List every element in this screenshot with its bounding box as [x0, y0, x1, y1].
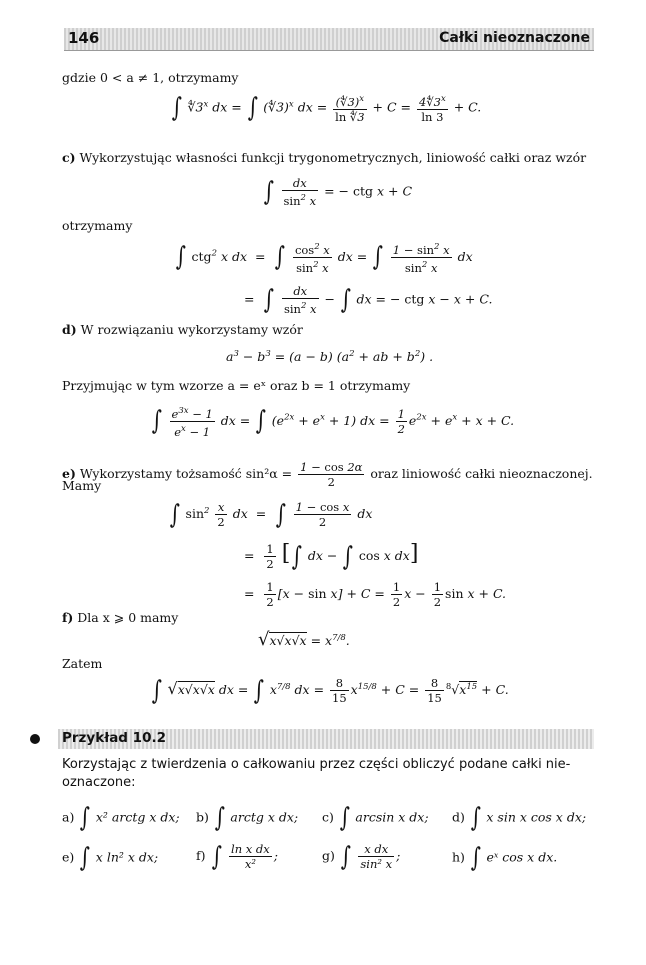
text-e-2: oraz liniowość całki nieoznaczonej. [370, 466, 593, 481]
label-f: f) [62, 610, 74, 625]
paragraph-d-substitution: Przyjmując w tym wzorze a = eˣ oraz b = 1 otrzymamy [62, 378, 411, 393]
equation-cube-difference: $a^3 - b^3 = (a - b) (a^2$ + ab + $b^2$) . [226, 349, 434, 365]
paragraph-otrzymamy: otrzymamy [62, 218, 133, 233]
text-d: W rozwiązaniu wykorzystamy wzór [80, 322, 303, 337]
paragraph-zatem: Zatem [62, 656, 103, 671]
section-title: Całki nieoznaczone [439, 30, 590, 46]
text-c: Wykorzystując własności funkcji trygonometrycznych, liniowość całki oraz wzór [79, 150, 587, 165]
example-title-bar [58, 729, 594, 749]
equation-sin-squared-line1: ∫ $\sin^2$ $\frac{x}{2}$ dx = ∫ $\frac{\text{1 − cos x}}{2}$ dx [169, 499, 373, 530]
exercise-item: b) ∫ arctg x dx; [196, 803, 299, 833]
equation-ctg-formula: ∫ $\frac{dx}{\sin^2 x}$ = − ctg x + C [263, 176, 413, 208]
exercise-item: f) ∫ $\frac{\text{ln x dx}}{\text{x²}}$ ; [196, 841, 278, 872]
bullet-icon [30, 734, 40, 744]
equation-ctg-squared-line1: ∫ ctg$^2$ x dx = ∫ $\frac{\cos^2 x}{\sin^2 x}$ dx = ∫ $\frac{1 - \sin^2 x}{\sin^2 x}$ dx [175, 242, 473, 275]
example-title: Przykład 10.2 [62, 730, 166, 746]
paragraph-f [62, 610, 178, 626]
equation-sin-squared-line2: = $\frac{1}{2}$ [∫ dx − ∫ cos x dx] [244, 541, 419, 572]
paragraph-c [62, 150, 586, 166]
paragraph-d [62, 322, 303, 338]
exercise-item: h) ∫ eˣ cos x dx. [452, 843, 558, 873]
paragraph-gdzie: gdzie 0 < a ≠ 1, otrzymamy [62, 70, 239, 85]
exercise-item: c) ∫ arcsin x dx; [322, 803, 429, 833]
exercise-item: e) ∫ x ln² x dx; [62, 843, 159, 873]
example-intro-line2: oznaczone: [62, 775, 136, 790]
equation-sin-squared-line3: = $\frac{1}{2}$ [x − sin x] + C = $\frac{1}{2}$ x − $\frac{1}{2}$ sin x + C. [244, 580, 507, 609]
exercise-item: d) ∫ x sin x cos x dx; [452, 803, 587, 833]
equation-nested-root-integral: ∫ √x√x√x dx = ∫ $x^{7/8}$ dx = $\frac{8}{15}$ $x^{15/8} + C$ = $\frac{8}{15}$ $^8√x^{15} + C$. [151, 675, 509, 706]
exercise-item: a) ∫ x² arctg x dx; [62, 803, 180, 833]
equation-ctg-squared-line2: = ∫ $\frac{dx}{\sin^2 x}$ − ∫ dx = − ctg x − x + C. [244, 284, 493, 316]
label-c: c) [62, 150, 76, 165]
exercise-item: g) ∫ $\frac{\text{x dx}}{\text{sin² x}}$ ; [322, 841, 401, 872]
equation-root-integral: ∫ ∜3$^x$ dx = ∫ (∜3)$^x$ dx = $\frac{(∜3)^x}{\ln ∜3}$ + C = $\frac{4∜3^x}{\ln 3}$ + C. [171, 92, 482, 124]
label-e: e) [62, 466, 76, 481]
label-d: d) [62, 322, 77, 337]
equation-exp-integral: ∫ $\frac{e^{3x} - 1}{e^x - 1}$ dx = ∫ $(e^{2x} + e^x + 1)$ dx = $\frac{1}{2}$ $e^{2x} + e^x + x + C$. [151, 406, 515, 439]
example-intro-line1: Korzystając z twierdzenia o całkowaniu przez części obliczyć podane całki nie- [62, 757, 571, 772]
text-e-1: Wykorzystamy tożsamość sin²α = [79, 466, 293, 481]
paragraph-e: e) Wykorzystamy tożsamość sin²α = $\frac{1 - \cos 2\alpha}{2}$ oraz liniowość całki nieoznaczonej. [62, 460, 593, 489]
equation-nested-root: $√x√x√x = x^{7/8}$. [258, 629, 350, 651]
page-header [64, 28, 594, 51]
text-f: Dla x ⩾ 0 mamy [77, 610, 179, 625]
page-number: 146 [68, 29, 100, 47]
paragraph-mamy: Mamy [62, 478, 102, 493]
